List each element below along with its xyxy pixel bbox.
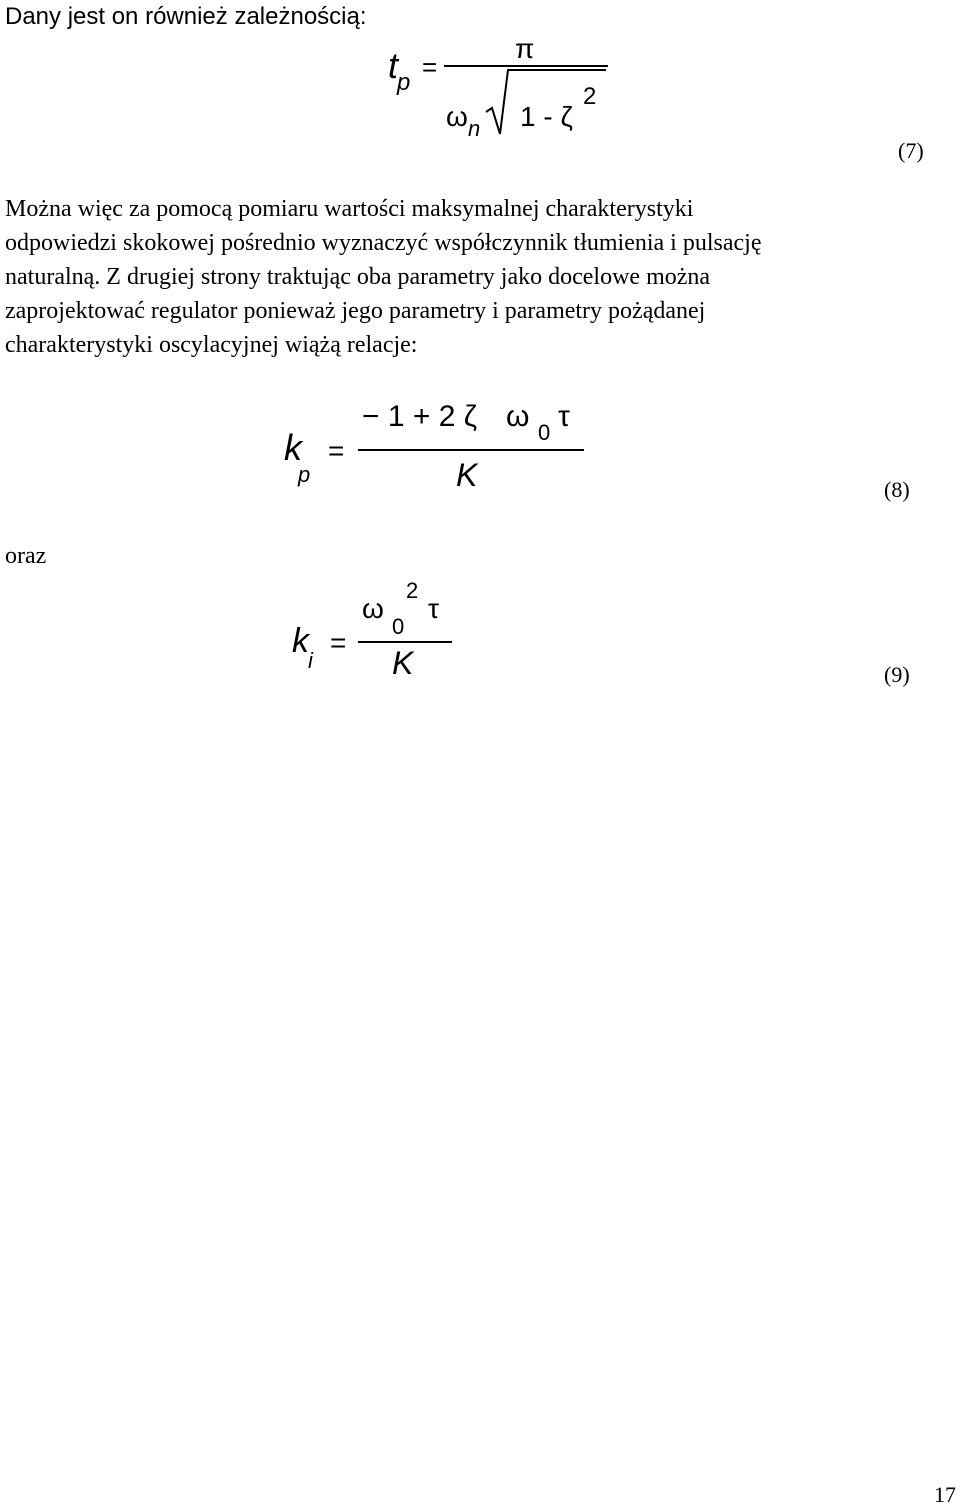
equation-number-8: (8) xyxy=(884,477,910,502)
eq7-lhs-sub: p xyxy=(397,69,411,96)
equation-9-svg xyxy=(286,572,476,682)
equation-8-svg xyxy=(278,392,598,492)
paragraph-line-4: zaprojektować regulator ponieważ jego parametry i parametry pożądanej xyxy=(5,298,706,324)
equation-7-svg xyxy=(380,30,620,140)
eq9-equals: = xyxy=(330,627,347,658)
eq8-denominator: K xyxy=(456,457,478,492)
eq7-den-omega-sub: n xyxy=(468,116,481,140)
eq9-denominator: K xyxy=(392,645,414,681)
eq7-radicand-exp: 2 xyxy=(583,83,597,110)
eq7-lhs: t xyxy=(388,45,399,86)
eq8-numerator: − 1 + 2 ζ xyxy=(362,400,477,433)
eq9-num-omega-sub: 0 xyxy=(392,614,405,639)
eq8-lhs-sub: p xyxy=(298,462,311,487)
paragraph-line-3: naturalną. Z drugiej strony traktując oba parametry jako docelowe można xyxy=(5,264,711,290)
eq7-radicand: 1 - ζ xyxy=(520,101,573,132)
eq7-numerator: π xyxy=(515,33,535,64)
page-number: 17 xyxy=(934,1482,956,1507)
equation-number-7: (7) xyxy=(898,138,924,163)
eq9-num-tau: τ xyxy=(428,593,440,624)
eq7-equals: = xyxy=(422,52,438,82)
eq8-num-omega-sub: 0 xyxy=(538,420,551,445)
eq9-lhs: k xyxy=(292,622,309,660)
body-paragraph xyxy=(5,192,955,362)
equation-7 xyxy=(380,30,620,140)
connector-text: oraz xyxy=(5,543,47,569)
intro-text: Dany jest on również zależnością: xyxy=(5,3,367,30)
paragraph-line-2: odpowiedzi skokowej pośrednio wyznaczyć współczynnik tłumienia i pulsację xyxy=(5,230,762,256)
paragraph-line-1: Można więc za pomocą pomiaru wartości maksymalnej charakterystyki xyxy=(5,196,694,222)
eq9-num-omega: ω xyxy=(362,593,384,624)
eq8-num-tau: τ xyxy=(558,400,570,433)
eq9-num-omega-exp: 2 xyxy=(406,578,419,603)
eq8-num-omega: ω xyxy=(506,400,530,433)
eq9-lhs-sub: i xyxy=(308,648,313,673)
eq8-equals: = xyxy=(328,435,345,466)
equation-9 xyxy=(286,572,476,682)
equation-number-9: (9) xyxy=(884,662,910,687)
equation-8 xyxy=(278,392,598,492)
paragraph-line-5: charakterystyki oscylacyjnej wiążą relacje: xyxy=(5,332,418,358)
eq8-lhs: k xyxy=(284,427,302,468)
eq7-den-omega: ω xyxy=(446,101,468,132)
